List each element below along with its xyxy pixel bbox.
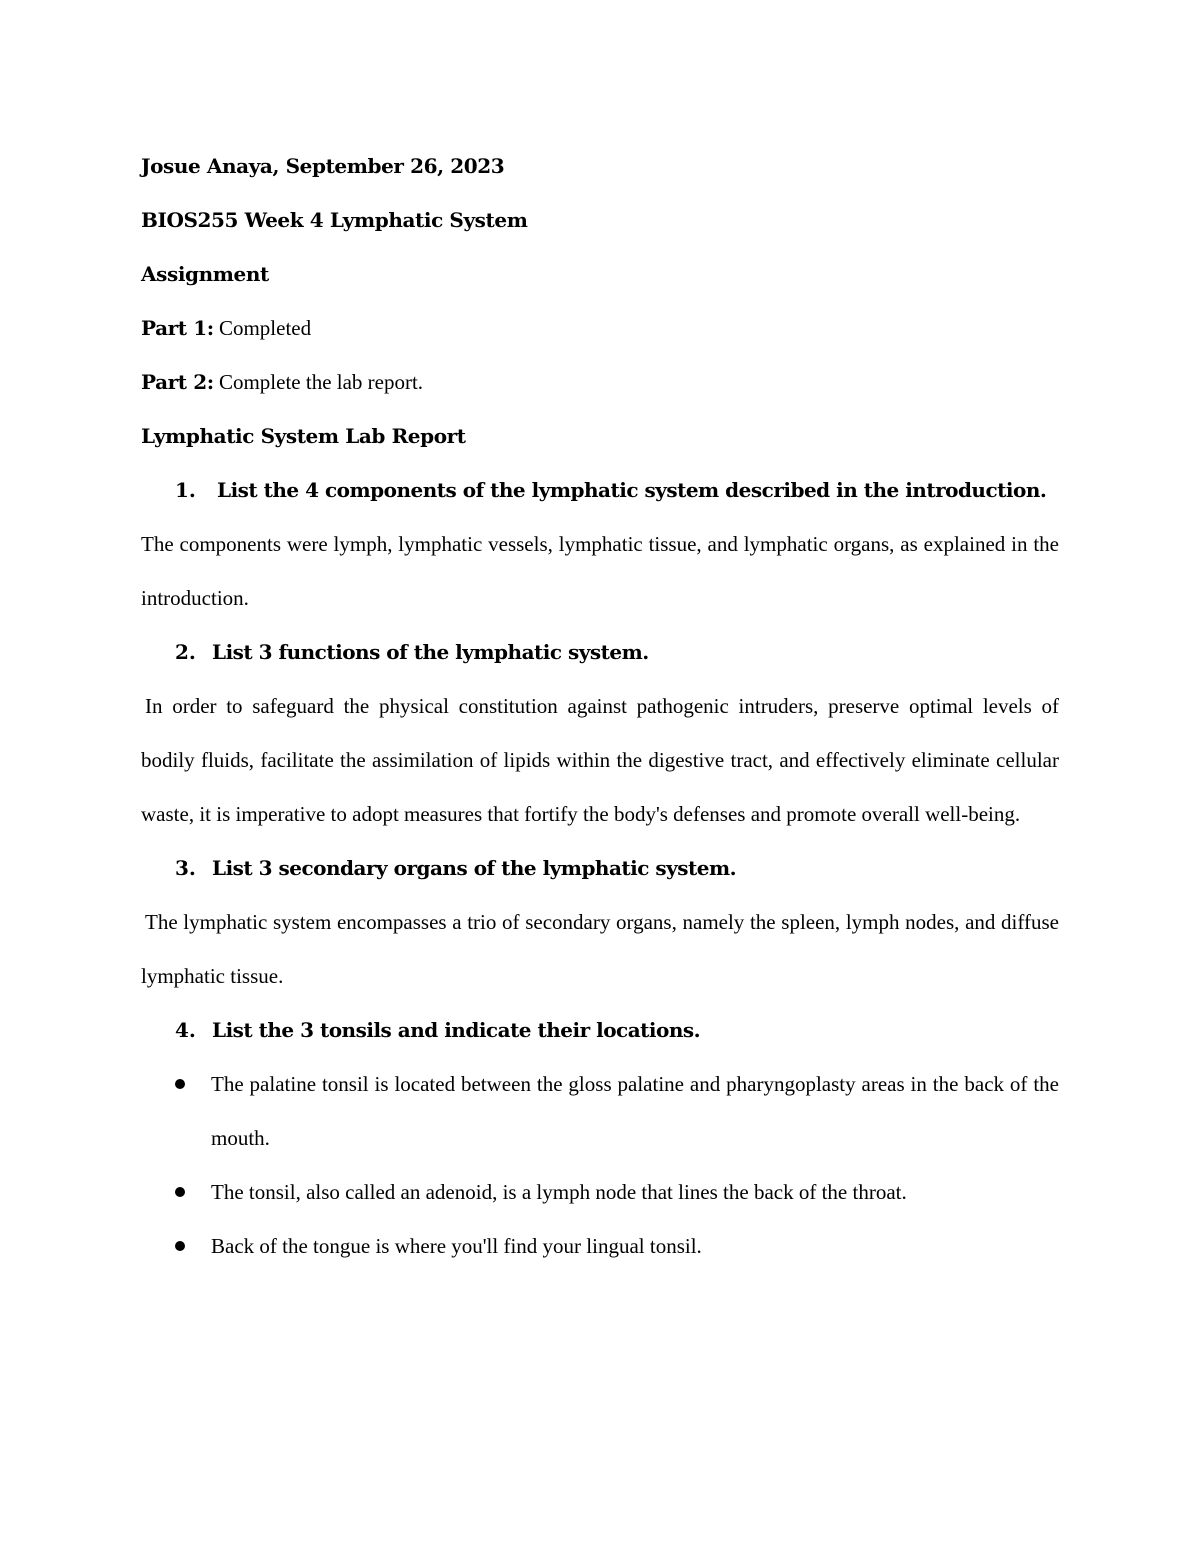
question-3 — [141, 841, 1059, 895]
bullet-text: The palatine tonsil is located between the gloss palatine and pharyngoplasty areas in the back of the mouth. — [211, 1072, 1059, 1150]
part-2-text: Complete the lab report. — [213, 370, 424, 394]
tonsil-list — [141, 1057, 1059, 1273]
part-2-label: Part 2: — [141, 370, 214, 394]
part-1-label: Part 1: — [141, 316, 214, 340]
question-4 — [141, 1003, 1059, 1057]
question-1-number: 1. — [175, 478, 196, 502]
answer-3: The lymphatic system encompasses a trio of secondary organs, namely the spleen, lymph nodes, and diffuse lymphatic tissue. — [141, 910, 1059, 988]
bullet-icon — [141, 1057, 211, 1111]
answer-2: In order to safeguard the physical constitution against pathogenic intruders, preserve optimal levels of bodily fluids, facilitate the assimilation of lipids within the digestive tract, and effectively eliminate cellular waste, it is imperative to adopt measures that fortify the body's defenses and promote overall well-being. — [141, 694, 1059, 826]
part-1-text: Completed — [213, 316, 312, 340]
question-1-text: List the 4 components of the lymphatic system described in the introduction. — [217, 478, 1047, 502]
course-title: BIOS255 Week 4 Lymphatic System — [141, 208, 528, 232]
name-date-line: Josue Anaya, September 26, 2023 — [141, 154, 505, 178]
part-2-line — [141, 355, 1059, 409]
report-title: Lymphatic System Lab Report — [141, 424, 466, 448]
list-item — [141, 1219, 1059, 1273]
answer-1: The components were lymph, lymphatic vessels, lymphatic tissue, and lymphatic organs, as explained in the introduction. — [141, 532, 1059, 610]
bullet-icon — [141, 1219, 211, 1273]
question-2 — [141, 625, 1059, 679]
question-2-text: List 3 functions of the lymphatic system. — [212, 640, 649, 664]
bullet-text: The tonsil, also called an adenoid, is a lymph node that lines the back of the throat. — [211, 1180, 907, 1204]
bullet-text: Back of the tongue is where you'll find your lingual tonsil. — [211, 1234, 702, 1258]
bullet-icon — [141, 1165, 211, 1219]
list-item — [141, 1165, 1059, 1219]
document-body — [141, 139, 1059, 1273]
question-4-number: 4. — [175, 1018, 196, 1042]
list-item — [141, 1057, 1059, 1165]
part-1-line — [141, 301, 1059, 355]
question-1 — [141, 463, 1059, 517]
question-4-text: List the 3 tonsils and indicate their locations. — [212, 1018, 701, 1042]
assignment-heading: Assignment — [141, 262, 269, 286]
question-3-number: 3. — [175, 856, 196, 880]
question-2-number: 2. — [175, 640, 196, 664]
question-3-text: List 3 secondary organs of the lymphatic system. — [212, 856, 737, 880]
